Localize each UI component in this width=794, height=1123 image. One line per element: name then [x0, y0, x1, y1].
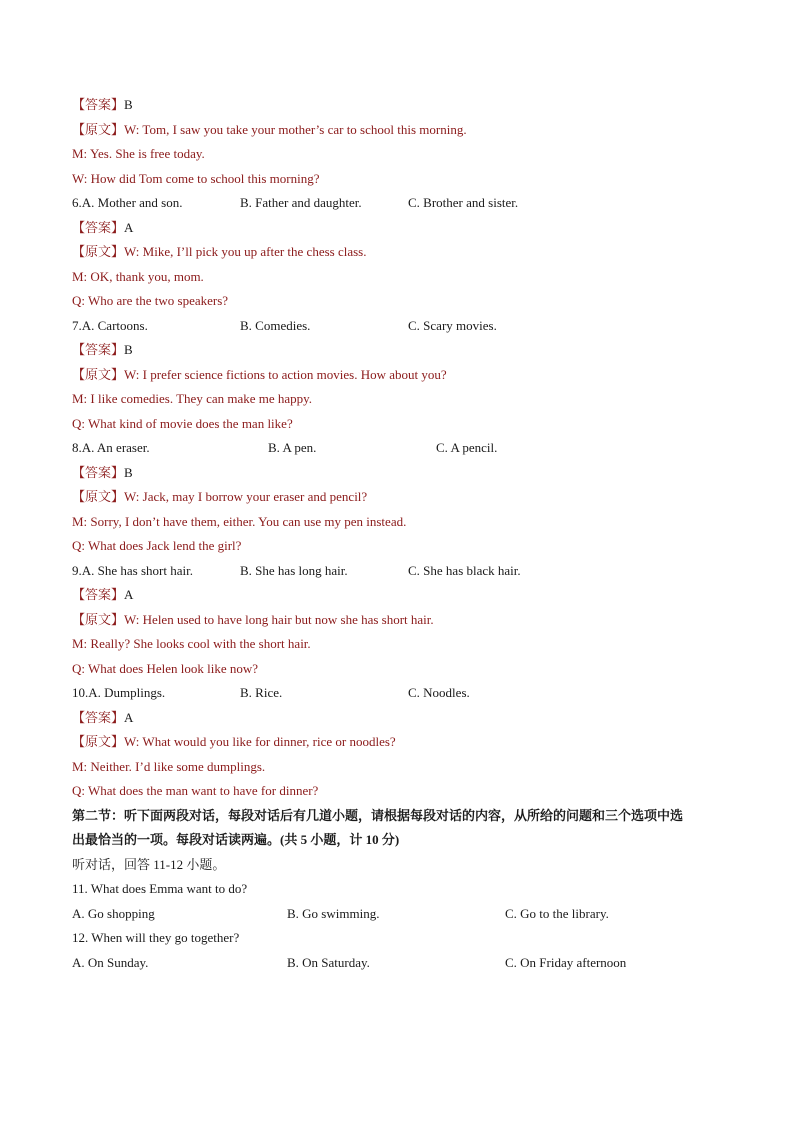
question-11: 11. What does Emma want to do? [72, 881, 248, 896]
answer-value: A [124, 219, 134, 235]
option-b: B. On Saturday. [287, 954, 370, 970]
option-c: C. Brother and sister. [408, 195, 519, 210]
answer-value: A [124, 709, 134, 725]
option-c: C. Scary movies. [408, 317, 497, 333]
transcript-tag: 【原文】 [72, 244, 125, 259]
dialogue-line: M: Neither. I’d like some dumplings. [72, 758, 266, 774]
transcript-line [72, 608, 732, 633]
answer-tag: 【答案】 [72, 464, 125, 480]
answer-line [72, 216, 732, 241]
dialogue-line: W: How did Tom come to school this morning? [72, 170, 320, 186]
dialogue-line: M: Really? She looks cool with the short hair. [72, 636, 311, 651]
option-c: C. She has black hair. [408, 562, 521, 578]
question-options-11 [72, 902, 732, 927]
option-a: 9.A. She has short hair. [72, 562, 193, 578]
answer-value: A [124, 587, 134, 602]
transcript-line [72, 485, 732, 510]
dialogue-line: M: OK, thank you, mom. [72, 268, 204, 284]
dialogue-line: Q: Who are the two speakers? [72, 293, 229, 308]
answer-line [72, 93, 732, 118]
transcript-line [72, 363, 732, 388]
answer-tag: 【答案】 [72, 219, 125, 235]
question-12: 12. When will they go together? [72, 930, 240, 945]
question-options-9 [72, 559, 732, 584]
option-a: 7.A. Cartoons. [72, 317, 148, 333]
dialogue-line: Q: What does the man want to have for dinner? [72, 783, 319, 798]
transcript-tag: 【原文】 [72, 611, 125, 627]
question-options-8 [72, 436, 732, 461]
option-a: 6.A. Mother and son. [72, 195, 183, 210]
instruction-line: 听对话，回答 11-12 小题。 [72, 856, 226, 872]
option-b: B. Rice. [240, 685, 283, 700]
transcript-tag: 【原文】 [72, 121, 125, 137]
dialogue-line: Q: What kind of movie does the man like? [72, 415, 293, 431]
option-a: 8.A. An eraser. [72, 440, 150, 455]
transcript-text: W: Tom, I saw you take your mother’s car to school this morning. [124, 121, 467, 137]
document-page [72, 93, 732, 975]
option-c: C. A pencil. [436, 440, 498, 455]
option-c: C. Noodles. [408, 685, 470, 700]
transcript-tag: 【原文】 [72, 489, 125, 504]
answer-tag: 【答案】 [72, 97, 125, 112]
answer-value: B [124, 97, 133, 112]
transcript-line [72, 118, 732, 143]
dialogue-line: Q: What does Jack lend the girl? [72, 538, 242, 553]
question-options-6 [72, 191, 732, 216]
option-a: A. On Sunday. [72, 954, 149, 970]
transcript-text: W: Jack, may I borrow your eraser and pencil? [124, 489, 368, 504]
answer-tag: 【答案】 [72, 709, 125, 725]
option-b: B. Comedies. [240, 317, 311, 333]
option-b: B. Father and daughter. [240, 195, 362, 210]
answer-tag: 【答案】 [72, 587, 125, 602]
option-a: 10.A. Dumplings. [72, 685, 166, 700]
option-b: B. She has long hair. [240, 562, 348, 578]
transcript-text: W: What would you like for dinner, rice or noodles? [124, 734, 396, 749]
transcript-tag: 【原文】 [72, 366, 125, 382]
dialogue-line: M: Yes. She is free today. [72, 146, 205, 161]
answer-line [72, 706, 732, 731]
section-heading-line-1: 第二节：听下面两段对话，每段对话后有几道小题，请根据每段对话的内容，从所给的问题和三个选项中选 [72, 807, 684, 823]
dialogue-line: M: I like comedies. They can make me happy. [72, 391, 313, 406]
option-c: C. On Friday afternoon [505, 954, 627, 970]
option-b: B. Go swimming. [287, 905, 380, 921]
dialogue-line: Q: What does Helen look like now? [72, 660, 259, 676]
transcript-text: W: Helen used to have long hair but now she has short hair. [124, 611, 434, 627]
transcript-line [72, 730, 732, 755]
dialogue-line: M: Sorry, I don’t have them, either. You can use my pen instead. [72, 513, 407, 529]
transcript-text: W: Mike, I’ll pick you up after the chess class. [124, 244, 367, 259]
answer-tag: 【答案】 [72, 342, 125, 357]
section-heading-line-2: 出最恰当的一项。每段对话读两遍。(共 5 小题，计 10 分) [72, 832, 400, 847]
transcript-tag: 【原文】 [72, 734, 125, 749]
option-a: A. Go shopping [72, 905, 155, 921]
question-options-12 [72, 951, 732, 976]
transcript-text: W: I prefer science fictions to action movies. How about you? [124, 366, 447, 382]
answer-value: B [124, 342, 133, 357]
transcript-line [72, 240, 732, 265]
question-options-10 [72, 681, 732, 706]
option-c: C. Go to the library. [505, 905, 609, 921]
option-b: B. A pen. [268, 440, 317, 455]
answer-line [72, 461, 732, 486]
answer-value: B [124, 464, 133, 480]
question-options-7 [72, 314, 732, 339]
answer-line [72, 338, 732, 363]
answer-line [72, 583, 732, 608]
